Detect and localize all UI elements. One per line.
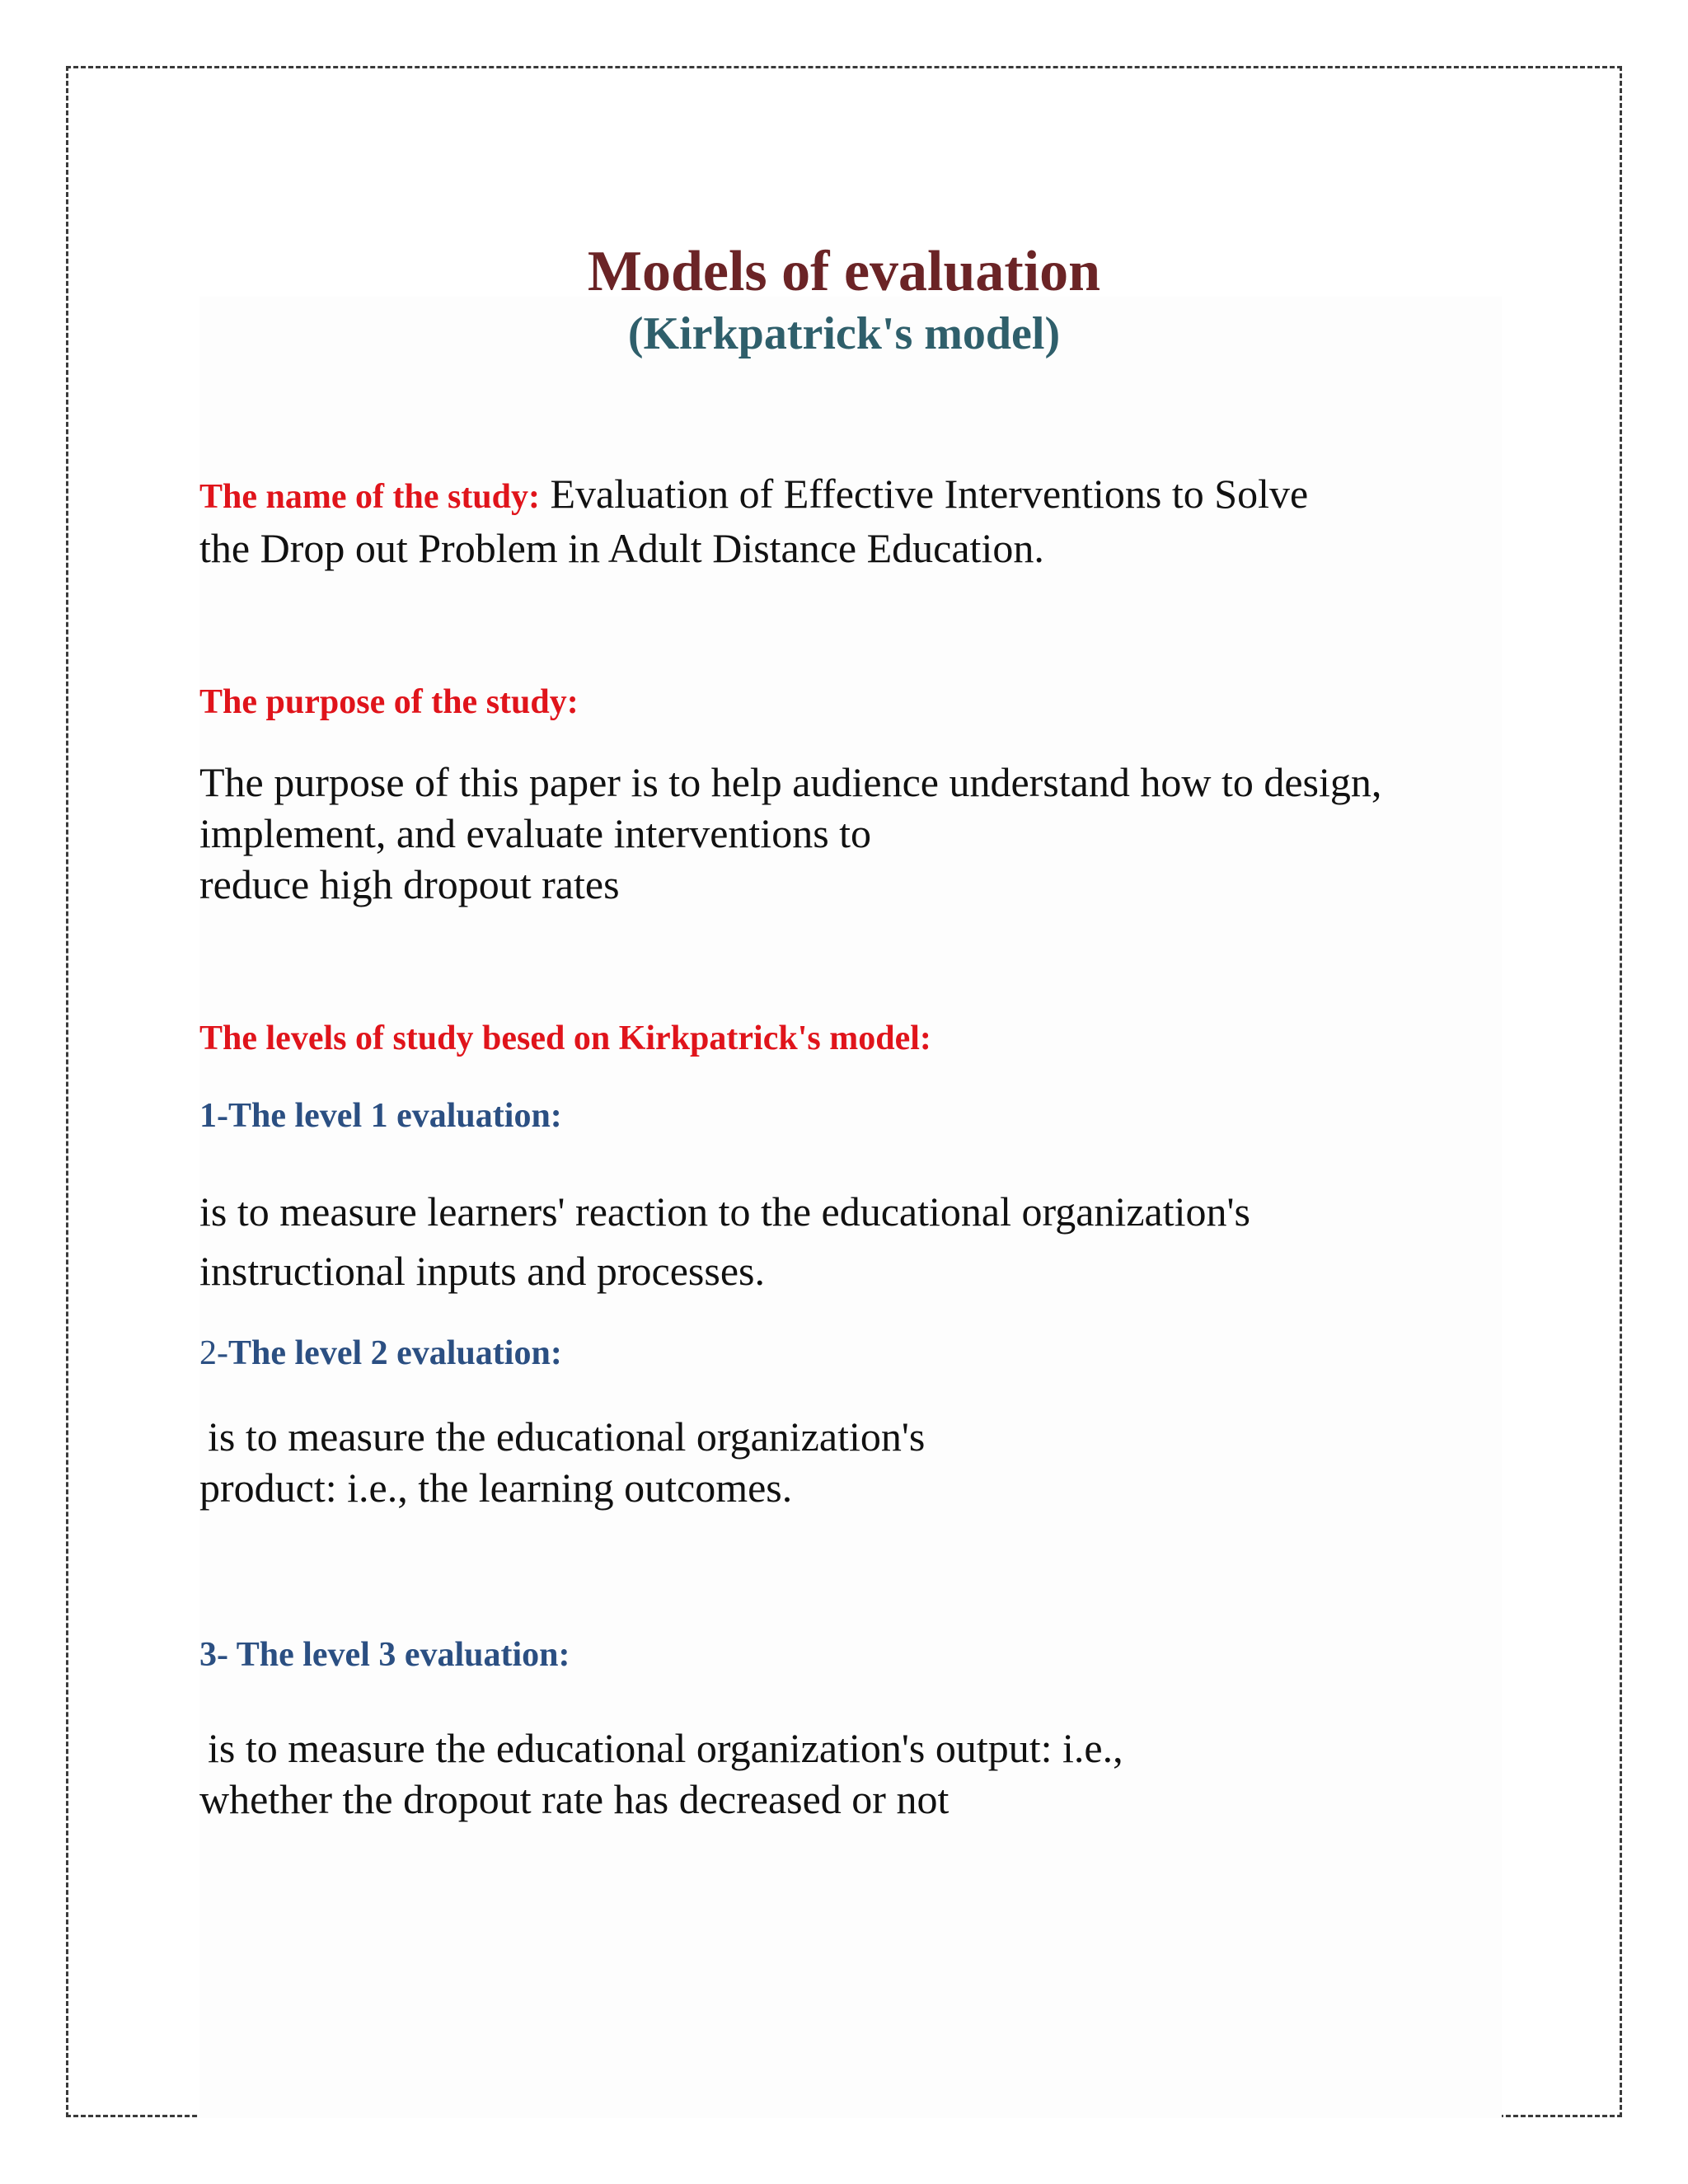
level-3-label: 3- The level 3 evaluation: (199, 1636, 570, 1674)
purpose-text-3: reduce high dropout rates (199, 861, 620, 907)
page-title: Models of evaluation (587, 240, 1101, 303)
purpose-text-2: implement, and evaluate interventions to (199, 810, 872, 856)
study-name-label: The name of the study: (199, 478, 541, 516)
level-3-text-1: is to measure the educational organization's output: i.e., (208, 1725, 1123, 1771)
level-1-label: 1-The level 1 evaluation: (199, 1097, 562, 1135)
level-1-text-1: is to measure learners' reaction to the educational organization's (199, 1188, 1250, 1235)
level-2-label: The level 2 evaluation: (228, 1334, 562, 1372)
study-name-text-1: Evaluation of Effective Interventions to Solve (550, 471, 1309, 517)
level-3-section (199, 1722, 1502, 1825)
levels-heading: The levels of study besed on Kirkpatrick's model: (199, 1019, 931, 1057)
level-2-label-line (199, 1329, 1502, 1385)
level-3-text-2: whether the dropout rate has decreased or not (199, 1776, 950, 1822)
study-name-first-line (199, 468, 1502, 523)
page-subtitle: (Kirkpatrick's model) (627, 308, 1061, 359)
study-name-text-2: the Drop out Problem in Adult Distance Education. (199, 525, 1044, 571)
level-2-section (199, 1411, 1502, 1513)
level-1-text-2: instructional inputs and processes. (199, 1248, 765, 1294)
purpose-label: The purpose of the study: (199, 683, 579, 721)
level-1-section (199, 1182, 1502, 1301)
study-name-section (199, 468, 1502, 574)
purpose-section (199, 757, 1502, 910)
level-2-text-2: product: i.e., the learning outcomes. (199, 1465, 793, 1511)
purpose-text-1: The purpose of this paper is to help audience understand how to design, (199, 759, 1382, 805)
level-2-label-prefix: 2- (199, 1334, 228, 1372)
level-2-text-1: is to measure the educational organization's (208, 1413, 926, 1460)
